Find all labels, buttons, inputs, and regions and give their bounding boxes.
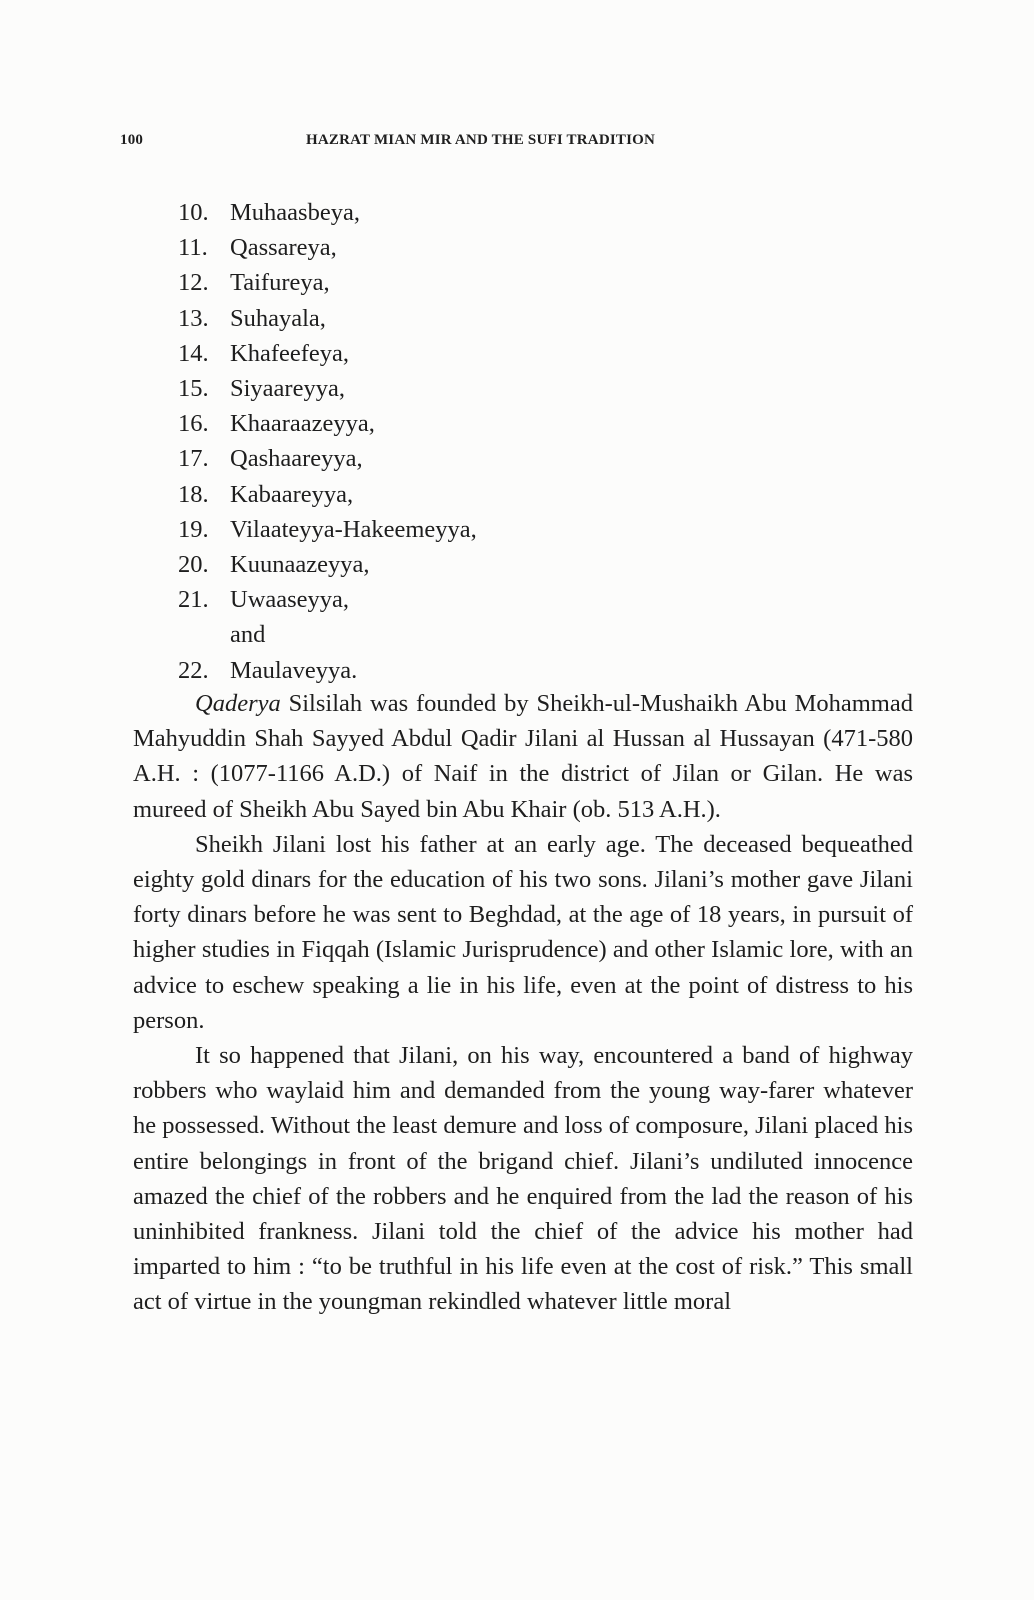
list-conjunction-row (178, 617, 477, 652)
list-item (178, 371, 477, 406)
list-item-number: 12. (178, 269, 209, 297)
list-item-text: Uwaaseyya, (230, 586, 350, 614)
list-item-text: Qashaareyya, (230, 445, 363, 473)
list-item-number: 14. (178, 339, 209, 367)
list-item-text: Qassareya, (230, 234, 337, 262)
list-item-text: Kabaareyya, (230, 480, 354, 508)
list-item (178, 441, 477, 476)
running-head (120, 132, 740, 154)
list-item-number: 10. (178, 199, 209, 226)
list-item-number: 16. (178, 410, 209, 438)
body-text (133, 686, 913, 1320)
list-item-number: 20. (178, 551, 209, 579)
list-item-text: Maulaveyya. (230, 656, 358, 684)
paragraph-qaderya (133, 686, 913, 827)
list-item (178, 653, 477, 688)
list-item (178, 301, 477, 336)
list-item (178, 230, 477, 265)
list-item (178, 547, 477, 582)
list-item (178, 336, 477, 371)
list-item-number: 11. (178, 234, 208, 262)
paragraph-text: Silsilah was founded by Sheikh-ul-Mushaikh Abu Mohammad Mahyuddin Shah Sayyed Abdul Qadir Jilani al Hussan al Hussayan (471-580 A.H. : (1077-1166 A.D.) of Naif in the district of Jilan or Gilan. He was mureed of Sheikh Abu Sayed bin Abu Khair (ob. 513 A.H.). (133, 690, 913, 823)
list-item-number: 15. (178, 375, 209, 403)
list-item (178, 265, 477, 300)
list-item (178, 512, 477, 547)
list-item-number: 21. (178, 586, 209, 614)
paragraph-early-life: Sheikh Jilani lost his father at an early age. The deceased bequeathed eighty gold dinars for the education of his two sons. Jilani’s mother gave Jilani forty dinars before he was sent to Beghdad, at the age of 18 years, in pursuit of higher studies in Fiqqah (Islamic Jurisprudence) and other Islamic lore, with an advice to eschew speaking a lie in his life, even at the point of distress to his person. (133, 830, 913, 1034)
list-item-text: Khaaraazeyya, (230, 410, 375, 438)
list-conjunction: and (230, 621, 266, 649)
paragraph-robbers: It so happened that Jilani, on his way, encountered a band of highway robbers who waylaid him and demanded from the young way-farer whatever he possessed. Without the least demure and loss of composure, Jilani placed his entire belongings in front of the brigand chief. Jilani’s undiluted innocence amazed the chief of the robbers and he enquired from the lad the reason of his uninhibited frankness. Jilani told the chief of the advice his mother had imparted to him : “to be truthful in his life even at the cost of risk.” This small act of virtue in the youngman rekindled whatever little moral (133, 1042, 913, 1316)
silsilah-list (178, 195, 477, 688)
list-item-number: 19. (178, 515, 209, 543)
list-item (178, 406, 477, 441)
list-item (178, 195, 477, 230)
list-item-text: Vilaateyya-Hakeemeyya, (230, 515, 477, 543)
list-item-number: 18. (178, 480, 209, 508)
running-title: HAZRAT MIAN MIR AND THE SUFI TRADITION (306, 132, 656, 148)
list-item-number: 17. (178, 445, 209, 473)
italic-term: Qaderya (195, 690, 281, 717)
list-item-text: Khafeefeya, (230, 339, 350, 367)
list-item-number: 13. (178, 304, 209, 332)
list-item-text: Suhayala, (230, 304, 326, 332)
list-item-text: Siyaareyya, (230, 375, 345, 403)
list-item (178, 582, 477, 617)
list-item (178, 477, 477, 512)
page-number: 100 (120, 132, 144, 148)
list-item-text: Muhaasbeya, (230, 199, 360, 226)
list-item-text: Kuunaazeyya, (230, 551, 370, 579)
list-item-text: Taifureya, (230, 269, 330, 297)
list-item-number: 22. (178, 656, 209, 684)
